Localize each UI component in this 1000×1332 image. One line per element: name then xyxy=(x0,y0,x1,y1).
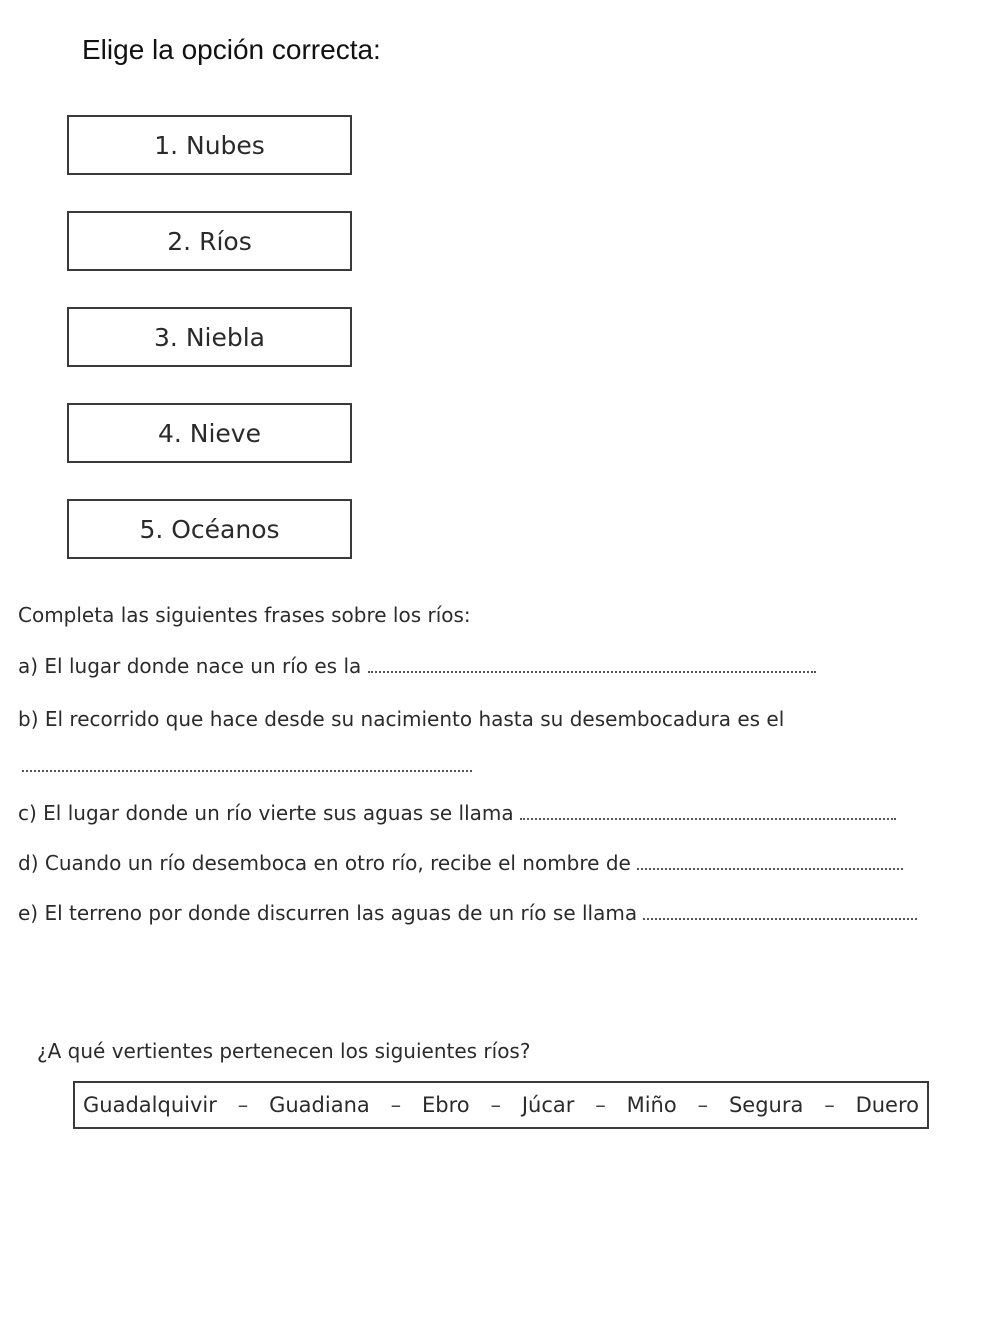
river-guadiana: Guadiana xyxy=(269,1093,370,1117)
river-separator: – xyxy=(697,1093,709,1117)
rivers-title: ¿A qué vertientes pertenecen los siguientes ríos? xyxy=(37,1039,531,1063)
river-separator: – xyxy=(390,1093,402,1117)
sentence-d-blank[interactable] xyxy=(637,854,903,870)
sentence-c-blank[interactable] xyxy=(520,804,896,820)
sentence-e-blank[interactable] xyxy=(643,904,917,920)
river-separator: – xyxy=(824,1093,835,1117)
river-ebro: Ebro xyxy=(421,1093,470,1117)
sentence-d xyxy=(18,851,903,875)
option-rios[interactable]: 2. Ríos xyxy=(67,211,352,271)
sentence-c-text: c) El lugar donde un río vierte sus aguas se llama xyxy=(18,801,514,825)
option-oceanos[interactable]: 5. Océanos xyxy=(67,499,352,559)
option-nieve[interactable]: 4. Nieve xyxy=(67,403,352,463)
sentence-c xyxy=(18,801,896,825)
river-segura: Segura xyxy=(728,1093,804,1117)
river-separator: – xyxy=(490,1093,501,1117)
completion-title: Completa las siguientes frases sobre los ríos: xyxy=(18,603,471,627)
sentence-a xyxy=(18,654,816,678)
sentence-b xyxy=(18,707,784,731)
sentence-d-text: d) Cuando un río desemboca en otro río, recibe el nombre de xyxy=(18,851,631,875)
sentence-b-blank[interactable] xyxy=(22,770,472,772)
river-guadalquivir: Guadalquivir xyxy=(83,1093,217,1117)
rivers-word-box xyxy=(73,1081,929,1129)
sentence-a-blank[interactable] xyxy=(368,657,816,673)
river-mino: Miño xyxy=(626,1093,677,1117)
sentence-e xyxy=(18,901,917,925)
sentence-b-text: b) El recorrido que hace desde su nacimiento hasta su desembocadura es el xyxy=(18,707,785,731)
option-niebla[interactable]: 3. Niebla xyxy=(67,307,352,367)
sentence-a-text: a) El lugar donde nace un río es la xyxy=(18,654,362,678)
page-title: Elige la opción correcta: xyxy=(82,34,381,65)
river-separator: – xyxy=(237,1093,249,1117)
sentence-e-text: e) El terreno por donde discurren las aguas de un río se llama xyxy=(18,901,638,925)
river-jucar: Júcar xyxy=(521,1093,575,1117)
river-duero: Duero xyxy=(855,1093,919,1117)
option-nubes[interactable]: 1. Nubes xyxy=(67,115,352,175)
river-separator: – xyxy=(595,1093,606,1117)
